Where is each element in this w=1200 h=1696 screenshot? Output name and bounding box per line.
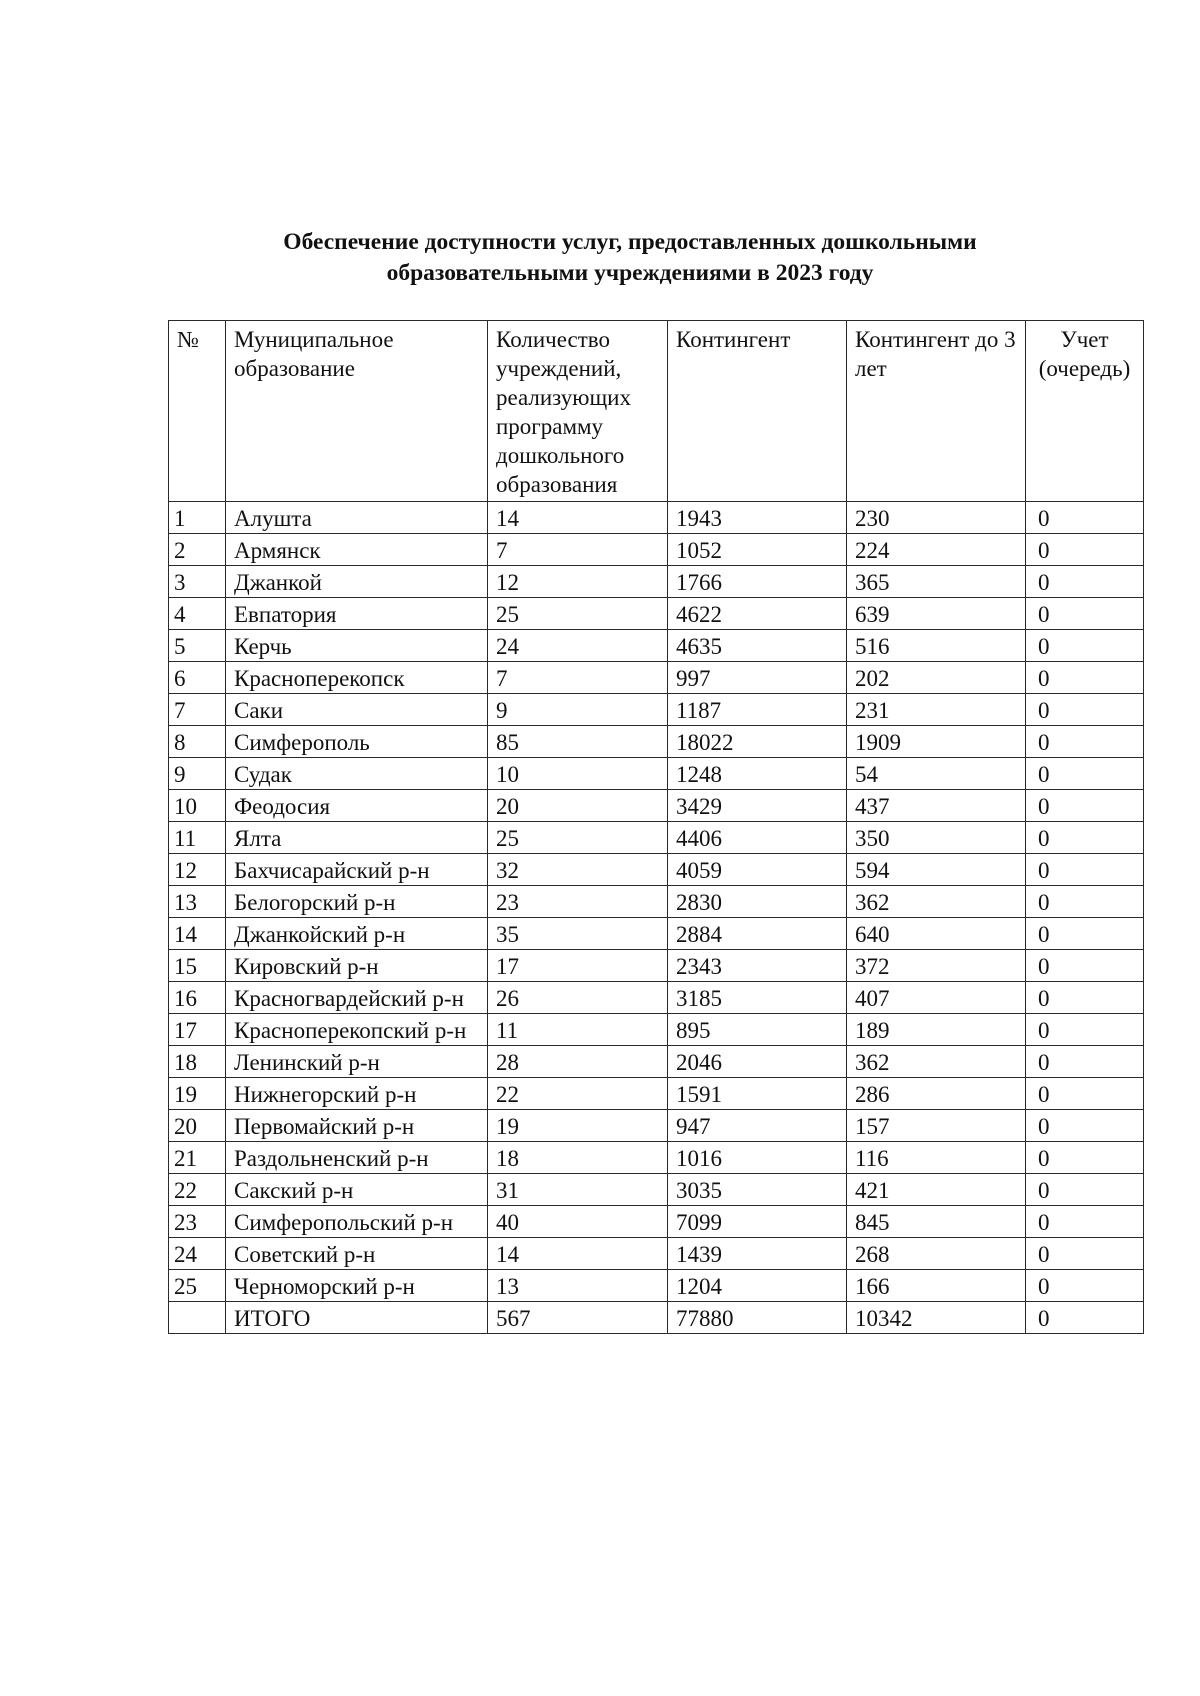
cell-municipality: Алушта xyxy=(226,502,488,534)
cell-contingent-under-3: 639 xyxy=(847,598,1026,630)
cell-row-number: 22 xyxy=(169,1174,226,1206)
cell-municipality: Керчь xyxy=(226,630,488,662)
header-contingent: Контингент xyxy=(668,321,847,502)
cell-contingent: 4635 xyxy=(668,630,847,662)
header-institution-count: Количество учреждений, реализующих программу дошкольного образования xyxy=(488,321,668,502)
cell-municipality: Армянск xyxy=(226,534,488,566)
cell-queue: 0 xyxy=(1026,854,1144,886)
cell-institution-count: 40 xyxy=(488,1206,668,1238)
cell-row-number: 13 xyxy=(169,886,226,918)
cell-contingent-under-3: 407 xyxy=(847,982,1026,1014)
cell-queue: 0 xyxy=(1026,726,1144,758)
cell-row-number: 12 xyxy=(169,854,226,886)
cell-contingent: 1052 xyxy=(668,534,847,566)
cell-contingent: 2046 xyxy=(668,1046,847,1078)
cell-row-number: 21 xyxy=(169,1142,226,1174)
cell-institution-count: 18 xyxy=(488,1142,668,1174)
cell-row-number: 6 xyxy=(169,662,226,694)
cell-contingent-under-3: 202 xyxy=(847,662,1026,694)
cell-queue: 0 xyxy=(1026,1014,1144,1046)
cell-contingent: 77880 xyxy=(668,1302,847,1334)
cell-municipality: Сакский р-н xyxy=(226,1174,488,1206)
cell-queue: 0 xyxy=(1026,1142,1144,1174)
cell-queue: 0 xyxy=(1026,662,1144,694)
cell-contingent: 3035 xyxy=(668,1174,847,1206)
cell-municipality: Феодосия xyxy=(226,790,488,822)
cell-contingent-under-3: 362 xyxy=(847,886,1026,918)
cell-queue: 0 xyxy=(1026,1238,1144,1270)
cell-row-number: 5 xyxy=(169,630,226,662)
cell-contingent-under-3: 54 xyxy=(847,758,1026,790)
cell-institution-count: 32 xyxy=(488,854,668,886)
cell-institution-count: 10 xyxy=(488,758,668,790)
table-row xyxy=(169,566,1144,598)
cell-contingent: 4622 xyxy=(668,598,847,630)
cell-institution-count: 19 xyxy=(488,1110,668,1142)
table-body xyxy=(169,502,1144,1334)
table-row xyxy=(169,1174,1144,1206)
cell-row-number: 24 xyxy=(169,1238,226,1270)
table-row xyxy=(169,630,1144,662)
cell-institution-count: 22 xyxy=(488,1078,668,1110)
cell-queue: 0 xyxy=(1026,950,1144,982)
cell-queue: 0 xyxy=(1026,886,1144,918)
cell-contingent: 2343 xyxy=(668,950,847,982)
table-row xyxy=(169,950,1144,982)
cell-row-number: 3 xyxy=(169,566,226,598)
cell-row-number: 17 xyxy=(169,1014,226,1046)
table-header-row xyxy=(169,321,1144,502)
cell-institution-count: 31 xyxy=(488,1174,668,1206)
cell-row-number: 2 xyxy=(169,534,226,566)
cell-contingent: 18022 xyxy=(668,726,847,758)
cell-contingent-under-3: 230 xyxy=(847,502,1026,534)
cell-municipality: Красногвардейский р-н xyxy=(226,982,488,1014)
cell-contingent-under-3: 362 xyxy=(847,1046,1026,1078)
cell-institution-count: 25 xyxy=(488,598,668,630)
cell-row-number: 20 xyxy=(169,1110,226,1142)
table-row xyxy=(169,822,1144,854)
cell-contingent-under-3: 157 xyxy=(847,1110,1026,1142)
cell-municipality: Раздольненский р-н xyxy=(226,1142,488,1174)
table-row xyxy=(169,598,1144,630)
header-queue: Учет (очередь) xyxy=(1026,321,1144,502)
title-line-2: образовательными учреждениями в 2023 году xyxy=(386,260,874,286)
cell-contingent-under-3: 437 xyxy=(847,790,1026,822)
cell-contingent: 947 xyxy=(668,1110,847,1142)
cell-contingent-under-3: 421 xyxy=(847,1174,1026,1206)
cell-queue: 0 xyxy=(1026,758,1144,790)
cell-institution-count: 17 xyxy=(488,950,668,982)
cell-contingent-under-3: 594 xyxy=(847,854,1026,886)
cell-queue: 0 xyxy=(1026,1302,1144,1334)
cell-institution-count: 20 xyxy=(488,790,668,822)
table-total-row xyxy=(169,1302,1144,1334)
cell-contingent: 1187 xyxy=(668,694,847,726)
cell-municipality: Джанкойский р-н xyxy=(226,918,488,950)
cell-contingent-under-3: 286 xyxy=(847,1078,1026,1110)
table-row xyxy=(169,1110,1144,1142)
table-row xyxy=(169,534,1144,566)
cell-contingent: 4059 xyxy=(668,854,847,886)
cell-contingent-under-3: 189 xyxy=(847,1014,1026,1046)
table-row xyxy=(169,854,1144,886)
cell-institution-count: 9 xyxy=(488,694,668,726)
cell-municipality: Ялта xyxy=(226,822,488,854)
cell-institution-count: 25 xyxy=(488,822,668,854)
cell-municipality: Белогорский р-н xyxy=(226,886,488,918)
cell-contingent: 1439 xyxy=(668,1238,847,1270)
cell-contingent-under-3: 845 xyxy=(847,1206,1026,1238)
title-line-1: Обеспечение доступности услуг, предоставленных дошкольными xyxy=(283,229,977,255)
table-row xyxy=(169,1270,1144,1302)
cell-institution-count: 14 xyxy=(488,1238,668,1270)
table-row xyxy=(169,694,1144,726)
cell-queue: 0 xyxy=(1026,1206,1144,1238)
cell-contingent: 2830 xyxy=(668,886,847,918)
cell-row-number: 7 xyxy=(169,694,226,726)
cell-municipality: Евпатория xyxy=(226,598,488,630)
cell-contingent: 1248 xyxy=(668,758,847,790)
table-row xyxy=(169,918,1144,950)
cell-institution-count: 35 xyxy=(488,918,668,950)
table-row xyxy=(169,790,1144,822)
cell-contingent: 1943 xyxy=(668,502,847,534)
cell-contingent-under-3: 231 xyxy=(847,694,1026,726)
table-row xyxy=(169,662,1144,694)
header-contingent-under-3: Контингент до 3 лет xyxy=(847,321,1026,502)
cell-contingent-under-3: 116 xyxy=(847,1142,1026,1174)
cell-institution-count: 23 xyxy=(488,886,668,918)
cell-municipality: Красноперекопск xyxy=(226,662,488,694)
cell-queue: 0 xyxy=(1026,1174,1144,1206)
cell-row-number: 16 xyxy=(169,982,226,1014)
cell-institution-count: 7 xyxy=(488,662,668,694)
cell-contingent-under-3: 640 xyxy=(847,918,1026,950)
cell-institution-count: 85 xyxy=(488,726,668,758)
cell-queue: 0 xyxy=(1026,566,1144,598)
cell-contingent: 895 xyxy=(668,1014,847,1046)
cell-municipality: Красноперекопский р-н xyxy=(226,1014,488,1046)
cell-municipality: Судак xyxy=(226,758,488,790)
cell-row-number: 19 xyxy=(169,1078,226,1110)
cell-contingent-under-3: 365 xyxy=(847,566,1026,598)
cell-contingent: 4406 xyxy=(668,822,847,854)
table-row xyxy=(169,1142,1144,1174)
cell-row-number: 14 xyxy=(169,918,226,950)
header-municipality: Муниципальное образование xyxy=(226,321,488,502)
cell-municipality: Симферополь xyxy=(226,726,488,758)
table-row xyxy=(169,726,1144,758)
cell-institution-count: 14 xyxy=(488,502,668,534)
table-row xyxy=(169,758,1144,790)
table-row xyxy=(169,1206,1144,1238)
cell-queue: 0 xyxy=(1026,1078,1144,1110)
cell-contingent-under-3: 10342 xyxy=(847,1302,1026,1334)
cell-queue: 0 xyxy=(1026,630,1144,662)
cell-contingent-under-3: 516 xyxy=(847,630,1026,662)
document-title xyxy=(140,227,1120,289)
cell-municipality: Симферопольский р-н xyxy=(226,1206,488,1238)
table-row xyxy=(169,1238,1144,1270)
preschool-services-table xyxy=(168,320,1144,1334)
cell-contingent-under-3: 372 xyxy=(847,950,1026,982)
cell-contingent: 3185 xyxy=(668,982,847,1014)
cell-contingent: 2884 xyxy=(668,918,847,950)
table-row xyxy=(169,982,1144,1014)
cell-municipality: ИТОГО xyxy=(226,1302,488,1334)
cell-institution-count: 13 xyxy=(488,1270,668,1302)
cell-row-number: 11 xyxy=(169,822,226,854)
cell-queue: 0 xyxy=(1026,1270,1144,1302)
cell-municipality: Бахчисарайский р-н xyxy=(226,854,488,886)
cell-institution-count: 7 xyxy=(488,534,668,566)
cell-row-number: 25 xyxy=(169,1270,226,1302)
cell-contingent: 997 xyxy=(668,662,847,694)
cell-row-number: 4 xyxy=(169,598,226,630)
cell-queue: 0 xyxy=(1026,1110,1144,1142)
cell-contingent-under-3: 350 xyxy=(847,822,1026,854)
cell-row-number xyxy=(169,1302,226,1334)
cell-institution-count: 28 xyxy=(488,1046,668,1078)
cell-queue: 0 xyxy=(1026,790,1144,822)
cell-institution-count: 567 xyxy=(488,1302,668,1334)
table-row xyxy=(169,502,1144,534)
cell-row-number: 9 xyxy=(169,758,226,790)
cell-row-number: 15 xyxy=(169,950,226,982)
cell-contingent: 1766 xyxy=(668,566,847,598)
cell-contingent-under-3: 224 xyxy=(847,534,1026,566)
cell-contingent-under-3: 268 xyxy=(847,1238,1026,1270)
cell-queue: 0 xyxy=(1026,1046,1144,1078)
cell-municipality: Джанкой xyxy=(226,566,488,598)
table-row xyxy=(169,1014,1144,1046)
cell-municipality: Саки xyxy=(226,694,488,726)
table-row xyxy=(169,886,1144,918)
cell-contingent: 7099 xyxy=(668,1206,847,1238)
cell-queue: 0 xyxy=(1026,822,1144,854)
cell-queue: 0 xyxy=(1026,694,1144,726)
cell-municipality: Черноморский р-н xyxy=(226,1270,488,1302)
cell-institution-count: 24 xyxy=(488,630,668,662)
cell-row-number: 10 xyxy=(169,790,226,822)
cell-queue: 0 xyxy=(1026,502,1144,534)
cell-institution-count: 12 xyxy=(488,566,668,598)
cell-row-number: 8 xyxy=(169,726,226,758)
cell-municipality: Ленинский р-н xyxy=(226,1046,488,1078)
cell-institution-count: 26 xyxy=(488,982,668,1014)
table-row xyxy=(169,1046,1144,1078)
cell-queue: 0 xyxy=(1026,598,1144,630)
cell-contingent: 3429 xyxy=(668,790,847,822)
cell-municipality: Первомайский р-н xyxy=(226,1110,488,1142)
cell-contingent: 1204 xyxy=(668,1270,847,1302)
cell-row-number: 1 xyxy=(169,502,226,534)
cell-contingent: 1016 xyxy=(668,1142,847,1174)
cell-row-number: 23 xyxy=(169,1206,226,1238)
table-row xyxy=(169,1078,1144,1110)
cell-institution-count: 11 xyxy=(488,1014,668,1046)
cell-row-number: 18 xyxy=(169,1046,226,1078)
cell-queue: 0 xyxy=(1026,918,1144,950)
cell-contingent-under-3: 166 xyxy=(847,1270,1026,1302)
cell-municipality: Кировский р-н xyxy=(226,950,488,982)
header-number: № xyxy=(169,321,226,502)
cell-queue: 0 xyxy=(1026,534,1144,566)
cell-municipality: Советский р-н xyxy=(226,1238,488,1270)
cell-contingent-under-3: 1909 xyxy=(847,726,1026,758)
cell-contingent: 1591 xyxy=(668,1078,847,1110)
cell-municipality: Нижнегорский р-н xyxy=(226,1078,488,1110)
cell-queue: 0 xyxy=(1026,982,1144,1014)
